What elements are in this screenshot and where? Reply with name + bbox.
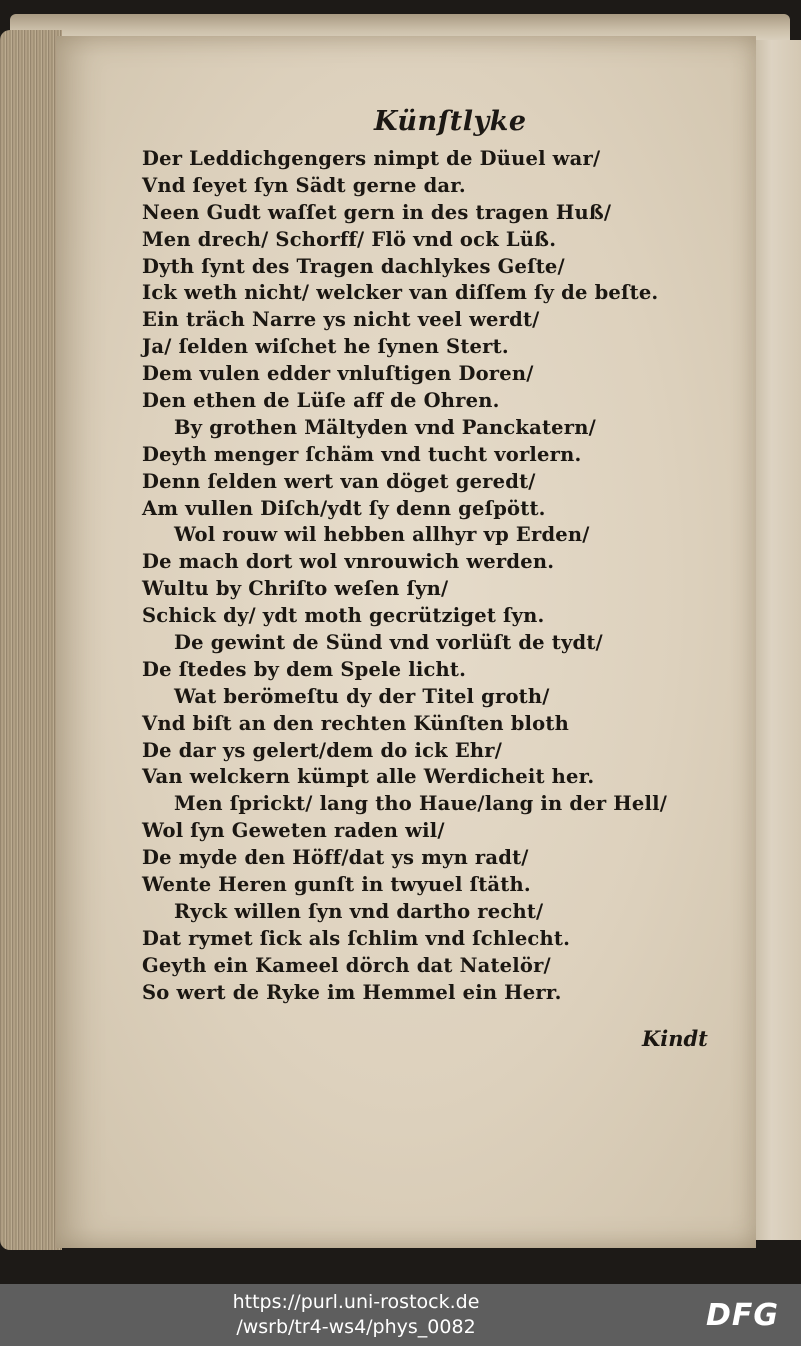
verse-line: Wol rouw wil hebben allhyr vp Erden/	[174, 523, 590, 547]
verse-line: Am vullen Diſch/ydt ſy denn geſpött.	[142, 496, 546, 520]
facing-page-edge	[752, 40, 801, 1240]
verse-line: Vnd biſt an den rechten Künſten bloth	[142, 711, 569, 735]
permalink[interactable]	[0, 1290, 712, 1340]
verse-line: Ick weth nicht/ welcker van diſſem ſy de beſte.	[142, 281, 659, 305]
show-through-text	[70, 36, 110, 1248]
catchword: Kindt	[642, 1026, 708, 1051]
verse-line: Men drech/ Schorff/ Flö vnd ock Lüß.	[142, 227, 557, 251]
footer-bar	[0, 1284, 801, 1346]
permalink-line-2[interactable]: /wsrb/tr4-ws4/phys_0082	[236, 1316, 476, 1338]
verse-line: De mach dort wol vnrouwich werden.	[142, 550, 555, 574]
verse-line: Denn ſelden wert van döget geredt/	[142, 469, 536, 493]
verse-line: Wol ſyn Geweten raden wil/	[142, 819, 445, 843]
verse-line: Wultu by Chriſto weſen ſyn/	[142, 577, 449, 601]
verse-line: De gewint de Sünd vnd vorlüſt de tydt/	[174, 631, 603, 655]
verse-line: Deyth menger ſchäm vnd tucht vorlern.	[142, 442, 582, 466]
verse-line: Dem vulen edder vnluſtigen Doren/	[142, 362, 534, 386]
dfg-logo: DFG	[706, 1298, 780, 1333]
verse-line: By grothen Mältyden vnd Panckatern/	[174, 415, 596, 439]
verse-line: Wente Heren gunſt in twyuel ſtäth.	[142, 873, 531, 897]
verse-line: So wert de Ryke im Hemmel ein Herr.	[142, 980, 562, 1004]
verse-line: Ja/ ſelden wiſchet he ſynen Stert.	[142, 335, 509, 359]
verse-line: Dyth ſynt des Tragen dachlykes Geſte/	[142, 254, 565, 278]
verse-line: Neen Gudt waſſet gern in des tragen Huß/	[142, 200, 612, 224]
verse-line: Van welckern kümpt alle Werdicheit her.	[142, 765, 595, 789]
verse-line: Wat berömeſtu dy der Titel groth/	[174, 684, 550, 708]
verse-line: De ſtedes by dem Spele licht.	[142, 657, 467, 681]
verse-line: Dat rymet ſick als ſchlim vnd ſchlecht.	[142, 926, 571, 950]
permalink-line-1[interactable]: https://purl.uni-rostock.de	[232, 1291, 480, 1313]
verse-line: Men ſprickt/ lang tho Haue/lang in der Hell/	[174, 792, 668, 816]
verse-line: De dar ys gelert/dem do ick Ehr/	[142, 738, 503, 762]
verse-block	[142, 146, 722, 1007]
verse-line: Den ethen de Lüſe aff de Ohren.	[142, 389, 500, 413]
verse-line: Geyth ein Kameel dörch dat Natelör/	[142, 953, 551, 977]
verse-line: Der Leddichgengers nimpt de Düuel war/	[142, 147, 601, 170]
verse-line: Ryck willen ſyn vnd dartho recht/	[174, 899, 544, 923]
page-header: Künſtlyke	[374, 106, 527, 137]
book-page-stack	[0, 30, 62, 1250]
verse-line: Vnd ſeyet ſyn Sädt gerne dar.	[142, 173, 466, 197]
verse-line: Schick dy/ ydt moth gecrützigеt ſyn.	[142, 604, 545, 628]
verse-line: Ein träch Narre ys nicht veel werdt/	[142, 308, 540, 332]
verse-line: De myde den Höff/dat ys myn radt/	[142, 846, 529, 870]
